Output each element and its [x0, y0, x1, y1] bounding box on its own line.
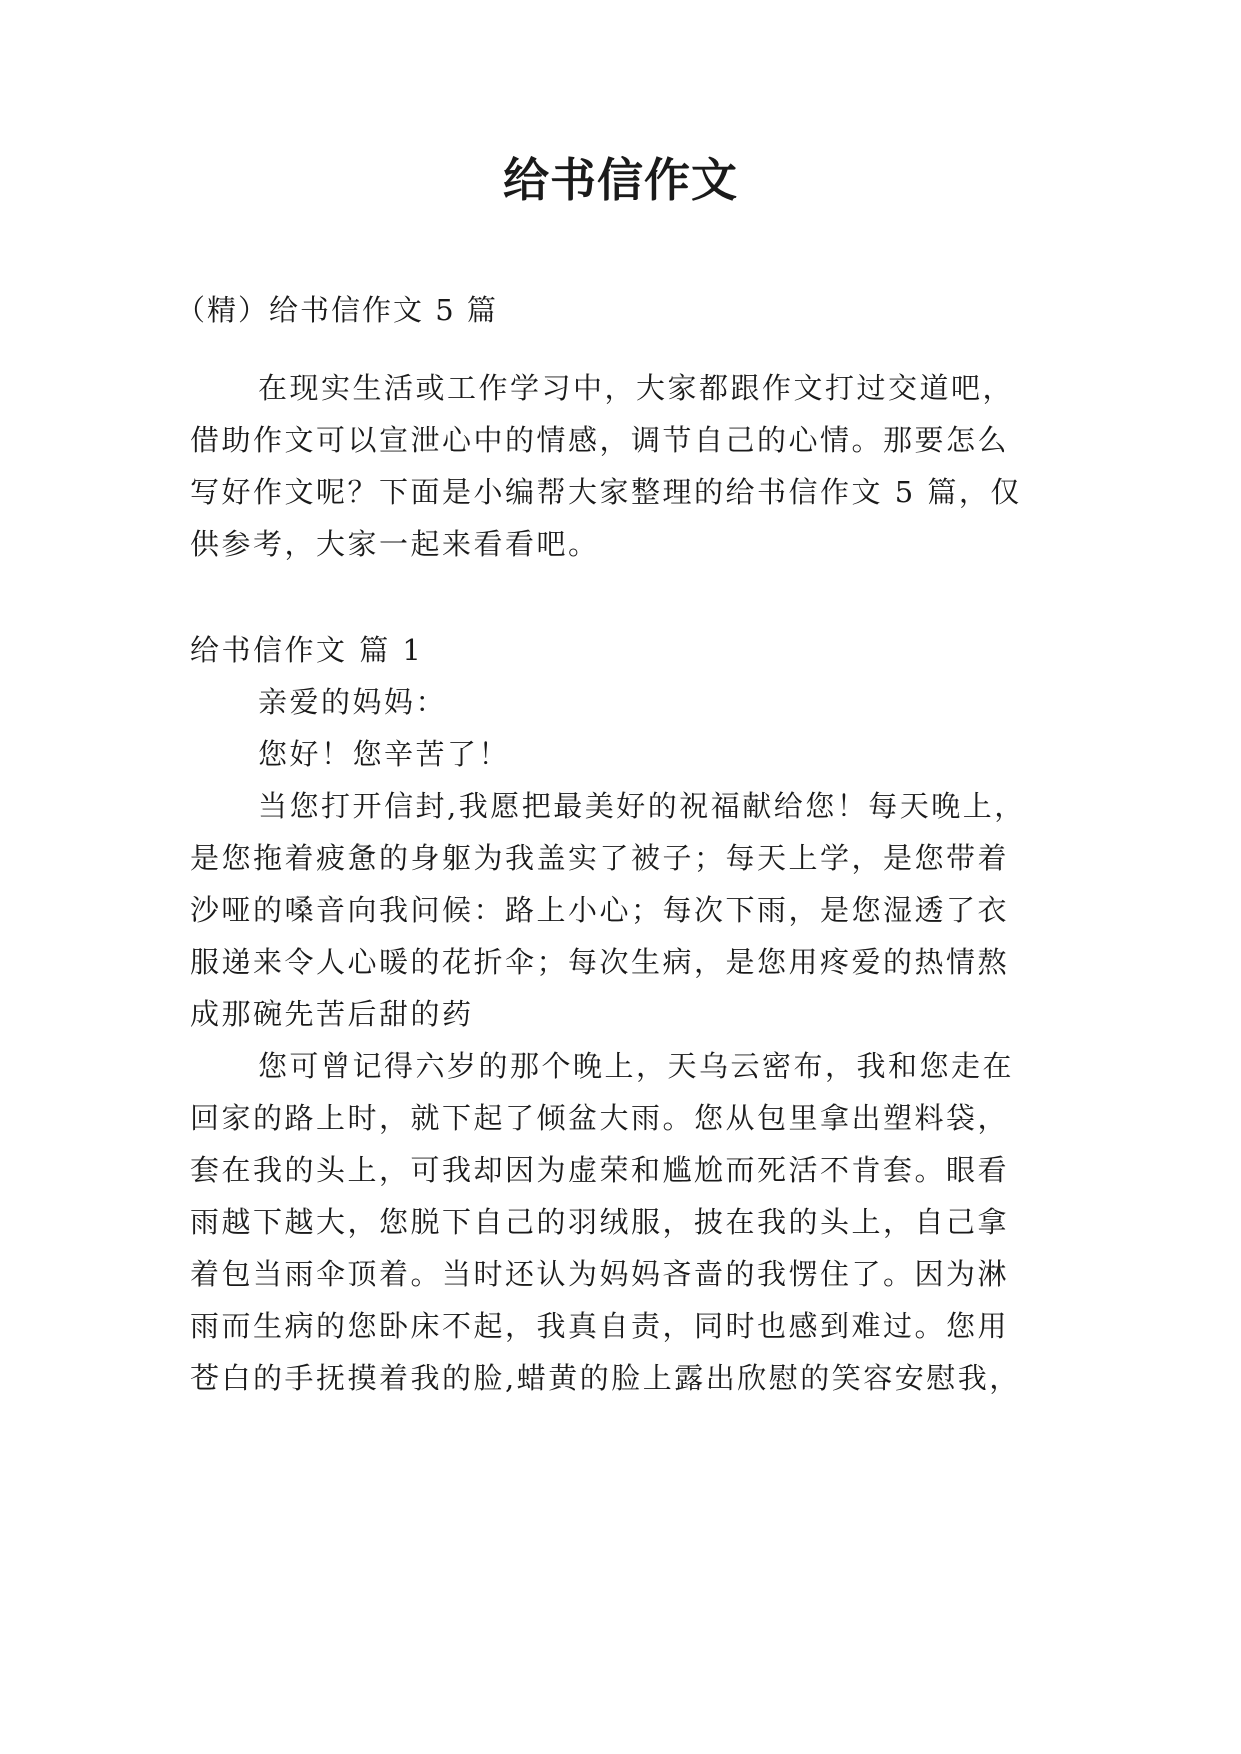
letter-greeting: 您好！您辛苦了！: [258, 737, 511, 771]
intro-line: 写好作文呢？下面是小编帮大家整理的给书信作文 5 篇，仅: [190, 475, 1022, 509]
letter-salutation: 亲爱的妈妈：: [258, 685, 448, 719]
document-title: 给书信作文: [503, 153, 738, 207]
section-heading: 给书信作文 篇 1: [190, 633, 424, 667]
paragraph-line: 着包当雨伞顶着。当时还认为妈妈吝啬的我愣住了。因为淋: [190, 1257, 1010, 1291]
paragraph-line: 回家的路上时，就下起了倾盆大雨。您从包里拿出塑料袋，: [190, 1101, 1010, 1135]
paragraph-line: 您可曾记得六岁的那个晚上，天乌云密布，我和您走在: [258, 1049, 1015, 1083]
document-subtitle: （精）给书信作文 5 篇: [176, 293, 498, 327]
paragraph-line: 沙哑的嗓音向我问候：路上小心；每次下雨，是您湿透了衣: [190, 893, 1010, 927]
paragraph-line: 服递来令人心暖的花折伞；每次生病，是您用疼爱的热情熬: [190, 945, 1010, 979]
paragraph-line: 是您拖着疲惫的身躯为我盖实了被子；每天上学，是您带着: [190, 841, 1010, 875]
paragraph-line: 成那碗先苦后甜的药: [190, 997, 474, 1031]
paragraph-line: 苍白的手抚摸着我的脸,蜡黄的脸上露出欣慰的笑容安慰我，: [190, 1361, 1021, 1395]
intro-line: 在现实生活或工作学习中，大家都跟作文打过交道吧，: [258, 371, 1015, 405]
paragraph-line: 套在我的头上，可我却因为虚荣和尴尬而死活不肯套。眼看: [190, 1153, 1010, 1187]
intro-line: 供参考，大家一起来看看吧。: [190, 527, 600, 561]
paragraph-line: 雨越下越大，您脱下自己的羽绒服，披在我的头上，自己拿: [190, 1205, 1010, 1239]
paragraph-line: 雨而生病的您卧床不起，我真自责，同时也感到难过。您用: [190, 1309, 1010, 1343]
intro-line: 借助作文可以宣泄心中的情感，调节自己的心情。那要怎么: [190, 423, 1010, 457]
paragraph-line: 当您打开信封,我愿把最美好的祝福献给您！每天晚上，: [258, 789, 1026, 823]
